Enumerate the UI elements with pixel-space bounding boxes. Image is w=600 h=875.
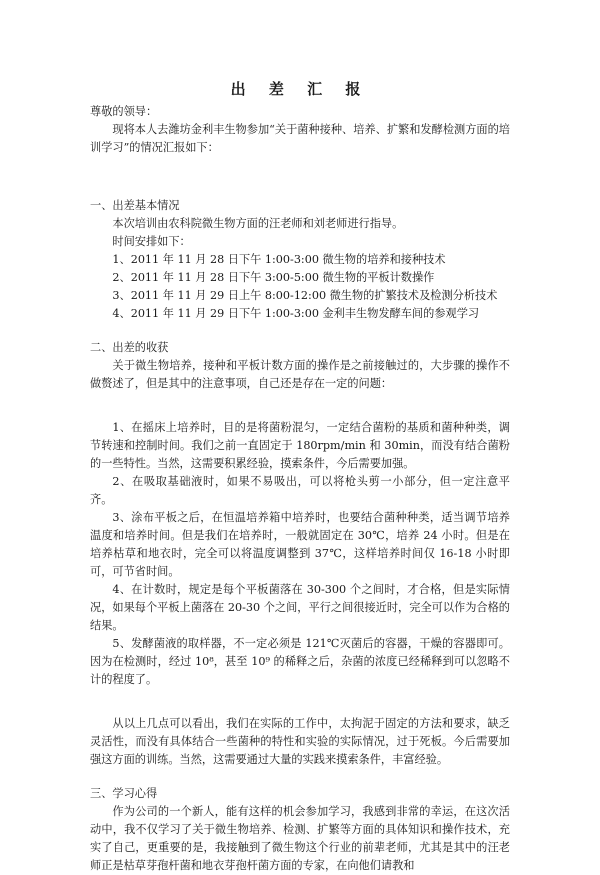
section3-body: 作为公司的一个新人，能有这样的机会参加学习，我感到非常的幸运，在这次活动中，我不仅学习了关于微生物培养、检测、扩繁等方面的具体知识和操作技术，充实了自己，更重要的是，我接触到了微生物这个行业的前辈老师，尤其是其中的汪老师正是枯草芽孢杆菌和地衣芽孢杆菌方面的专家，在向他们请教和 (90, 805, 510, 872)
salutation: 尊敬的领导： (90, 105, 158, 118)
schedule-item-4: 4、2011 年 11 月 29 日下午 1:00-3:00 金利丰生物发酵车间的参观学习 (112, 307, 480, 320)
gain-item-5: 5、发酵菌液的取样器，不一定必须是 121℃灭菌后的容器，干燥的容器即可。因为在检测时，经过 10⁸，甚至 10⁹ 的稀释之后，杂菌的浓度已经稀释到可以忽略不计的程度了。 (90, 637, 510, 686)
section1-heading: 一、出差基本情况 (90, 199, 180, 212)
schedule-item-1: 1、2011 年 11 月 28 日下午 1:00-3:00 微生物的培养和接种技术 (112, 253, 446, 266)
section1-line1: 本次培训由农科院微生物方面的汪老师和刘老师进行指导。 (112, 217, 404, 230)
document-body (90, 103, 510, 875)
section1-line2: 时间安排如下： (112, 235, 191, 248)
section3-heading: 三、学习心得 (90, 787, 158, 800)
gain-item-2: 2、在吸取基础液时，如果不易吸出，可以将枪头剪一小部分，但一定注意平齐。 (90, 475, 510, 506)
section2-intro: 关于微生物培养，接种和平板计数方面的操作是之前接触过的，大步骤的操作不做赘述了，但是其中的注意事项，自己还是存在一定的问题： (90, 359, 510, 390)
page-title: 出 差 汇 报 (230, 80, 370, 98)
intro-paragraph: 现将本人去潍坊金利丰生物参加“关于菌种接种、培养、扩繁和发酵检测方面的培训学习”的情况汇报如下： (90, 123, 510, 154)
gain-item-4: 4、在计数时，规定是每个平板菌落在 30-300 个之间时，才合格，但是实际情况，如果每个平板上菌落在 20-30 个之间，平行之间很接近时，完全可以作为合格的结果。 (90, 583, 510, 632)
section2-heading: 二、出差的收获 (90, 341, 169, 354)
section2-summary: 从以上几点可以看出，我们在实际的工作中，太拘泥于固定的方法和要求，缺乏灵活性，而没有具体结合一些菌种的特性和实验的实际情况，过于死板。今后需要加强这方面的训练。当然，这需要通过大量的实践来摸索条件，丰富经验。 (90, 717, 510, 766)
gain-item-3: 3、涂布平板之后，在恒温培养箱中培养时，也要结合菌种种类，适当调节培养温度和培养时间。但是我们在培养时，一般就固定在 30℃，培养 24 小时。但是在培养枯草和地衣时，完全可以将温度调整到 37℃，这样培养时间仅 16-18 小时即可，可节省时间。 (90, 511, 510, 578)
schedule-item-2: 2、2011 年 11 月 28 日下午 3:00-5:00 微生物的平板计数操作 (112, 271, 435, 284)
gain-item-1: 1、在摇床上培养时，目的是将菌粉混匀，一定结合菌粉的基质和菌种种类，调节转速和控制时间。我们之前一直固定于 180rpm/min 和 30min，而没有结合菌粉的一些特性。当然，这需要积累经验，摸索条件，今后需要加强。 (90, 421, 510, 470)
schedule-item-3: 3、2011 年 11 月 29 日上午 8:00-12:00 微生物的扩繁技术及检测分析技术 (112, 289, 498, 302)
